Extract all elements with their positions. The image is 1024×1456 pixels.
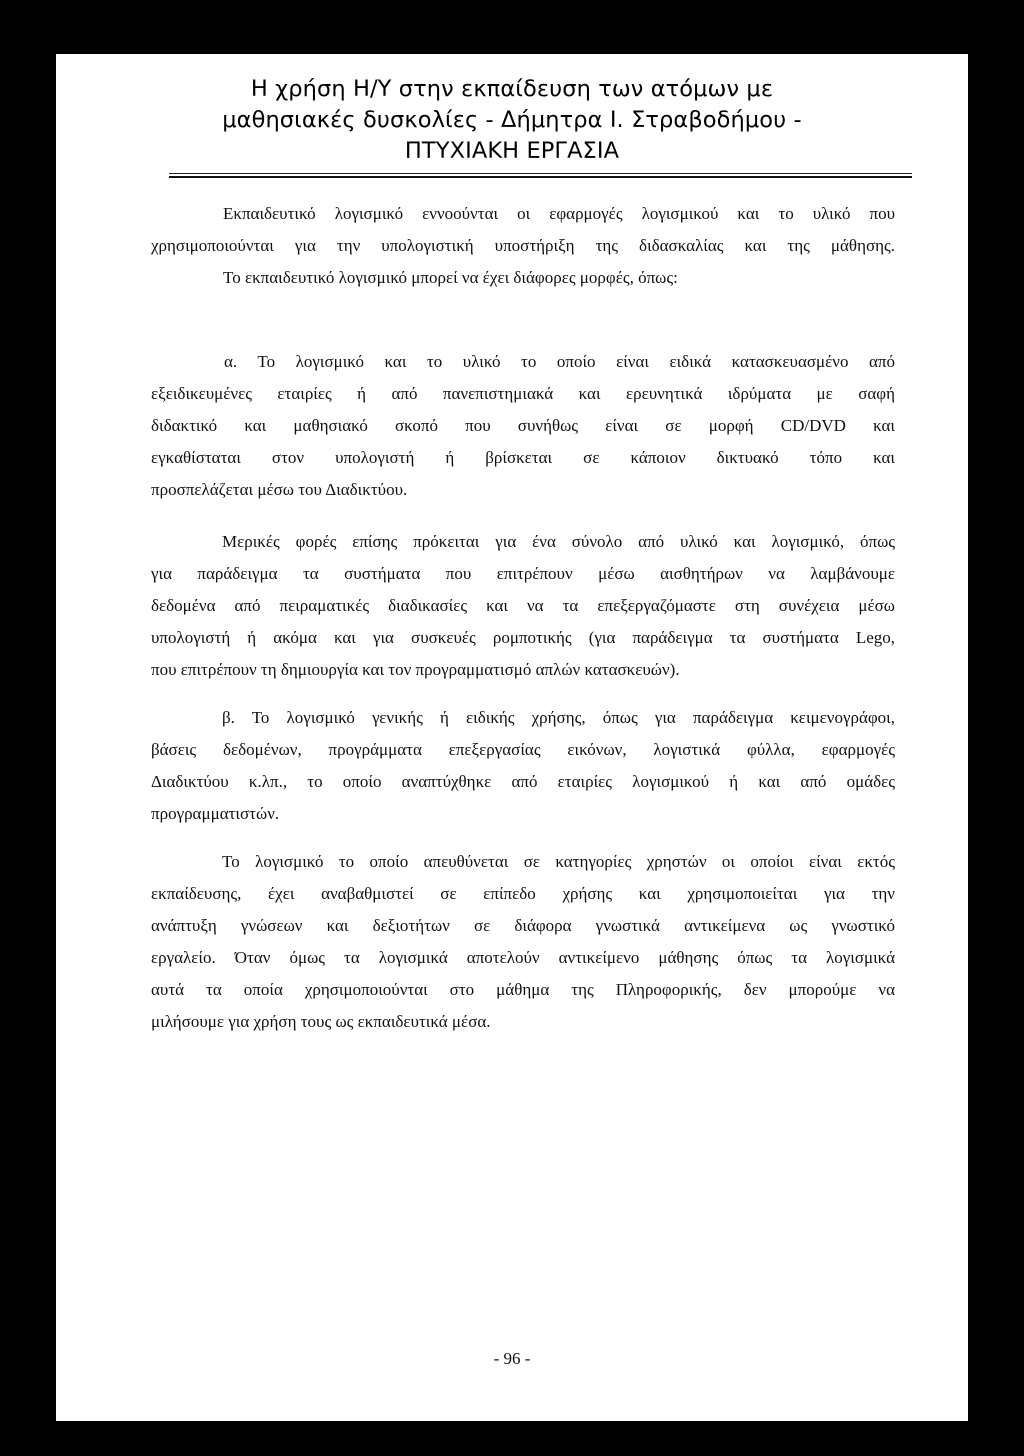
running-header <box>56 74 968 167</box>
text-line: μιλήσουμε για χρήση τους ως εκπαιδευτικά μέσα. <box>151 1012 491 1031</box>
header-rule-thin <box>169 173 912 174</box>
text-line: β. Το λογισμικό γενικής ή ειδικής χρήσης, όπως για παράδειγμα κειμενογράφοι, <box>222 708 895 727</box>
text-line: Εκπαιδευτικό λογισμικό εννοούνται οι εφαρμογές λογισμικού και το υλικό που <box>223 204 895 223</box>
document-page <box>56 54 968 1421</box>
header-rule-thick <box>169 176 912 178</box>
text-line: βάσεις δεδομένων, προγράμματα επεξεργασίας εικόνων, λογιστικά φύλλα, εφαρμογές <box>151 740 895 759</box>
text-line: δεδομένα από πειραματικές διαδικασίες και να τα επεξεργαζόμαστε στη συνέχεια μέσω <box>151 596 895 615</box>
text-line: Το λογισμικό το οποίο απευθύνεται σε κατηγορίες χρηστών οι οποίοι είναι εκτός <box>222 852 895 871</box>
text-line: υπολογιστή ή ακόμα και για συσκευές ρομποτικής (για παράδειγμα τα συστήματα Lego, <box>151 628 895 647</box>
text-line: εξειδικευμένες εταιρίες ή από πανεπιστημιακά και ερευνητικά ιδρύματα με σαφή <box>151 384 895 403</box>
header-line: Η χρήση Η/Υ στην εκπαίδευση των ατόμων με <box>250 76 774 102</box>
item-b-paragraph <box>151 702 895 830</box>
text-line: χρησιμοποιούνται για την υπολογιστική υποστήριξη της διδασκαλίας και της μάθησης. <box>151 236 895 255</box>
text-line: Το εκπαιδευτικό λογισμικό μπορεί να έχει διάφορες μορφές, όπως: <box>223 268 678 287</box>
item-a-extra-paragraph <box>151 526 895 686</box>
header-line: ΠΤΥΧΙΑΚΗ ΕΡΓΑΣΙΑ <box>404 138 620 164</box>
intro-paragraph <box>151 198 895 294</box>
text-line: Διαδικτύου κ.λπ., το οποίο αναπτύχθηκε από εταιρίες λογισμικού ή και από ομάδες <box>151 772 895 791</box>
text-line: προγραμματιστών. <box>151 804 280 823</box>
text-line: που επιτρέπουν τη δημιουργία και τον προγραμματισμό απλών κατασκευών). <box>151 660 680 679</box>
text-line: εκπαίδευσης, έχει αναβαθμιστεί σε επίπεδο χρήσης και χρησιμοποιείται για την <box>151 884 895 903</box>
page-number: - 96 - <box>493 1349 531 1368</box>
header-line: μαθησιακές δυσκολίες - Δήμητρα Ι. Στραβοδήμου - <box>222 107 802 133</box>
text-line: για παράδειγμα τα συστήματα που επιτρέπουν μέσω αισθητήρων να λαμβάνουμε <box>151 564 895 583</box>
header-rule <box>169 173 912 178</box>
text-line: αυτά τα οποία χρησιμοποιούνται στο μάθημα της Πληροφορικής, δεν μπορούμε να <box>151 980 895 999</box>
text-line: α. Το λογισμικό και το υλικό το οποίο είναι ειδικά κατασκευασμένο από <box>224 352 895 371</box>
text-line: ανάπτυξη γνώσεων και δεξιοτήτων σε διάφορα γνωστικά αντικείμενα ως γνωστικό <box>151 916 895 935</box>
text-line: διδακτικό και μαθησιακό σκοπό που συνήθως είναι σε μορφή CD/DVD και <box>151 416 895 435</box>
item-a-paragraph <box>151 346 895 506</box>
closing-paragraph <box>151 846 895 1038</box>
text-line: εγκαθίσταται στον υπολογιστή ή βρίσκεται σε κάποιον δικτυακό τόπο και <box>151 448 895 467</box>
text-line: προσπελάζεται μέσω του Διαδικτύου. <box>151 480 408 499</box>
text-line: εργαλείο. Όταν όμως τα λογισμικά αποτελούν αντικείμενο μάθησης όπως τα λογισμικά <box>151 948 895 967</box>
text-line: Μερικές φορές επίσης πρόκειται για ένα σύνολο από υλικό και λογισμικό, όπως <box>222 532 895 551</box>
